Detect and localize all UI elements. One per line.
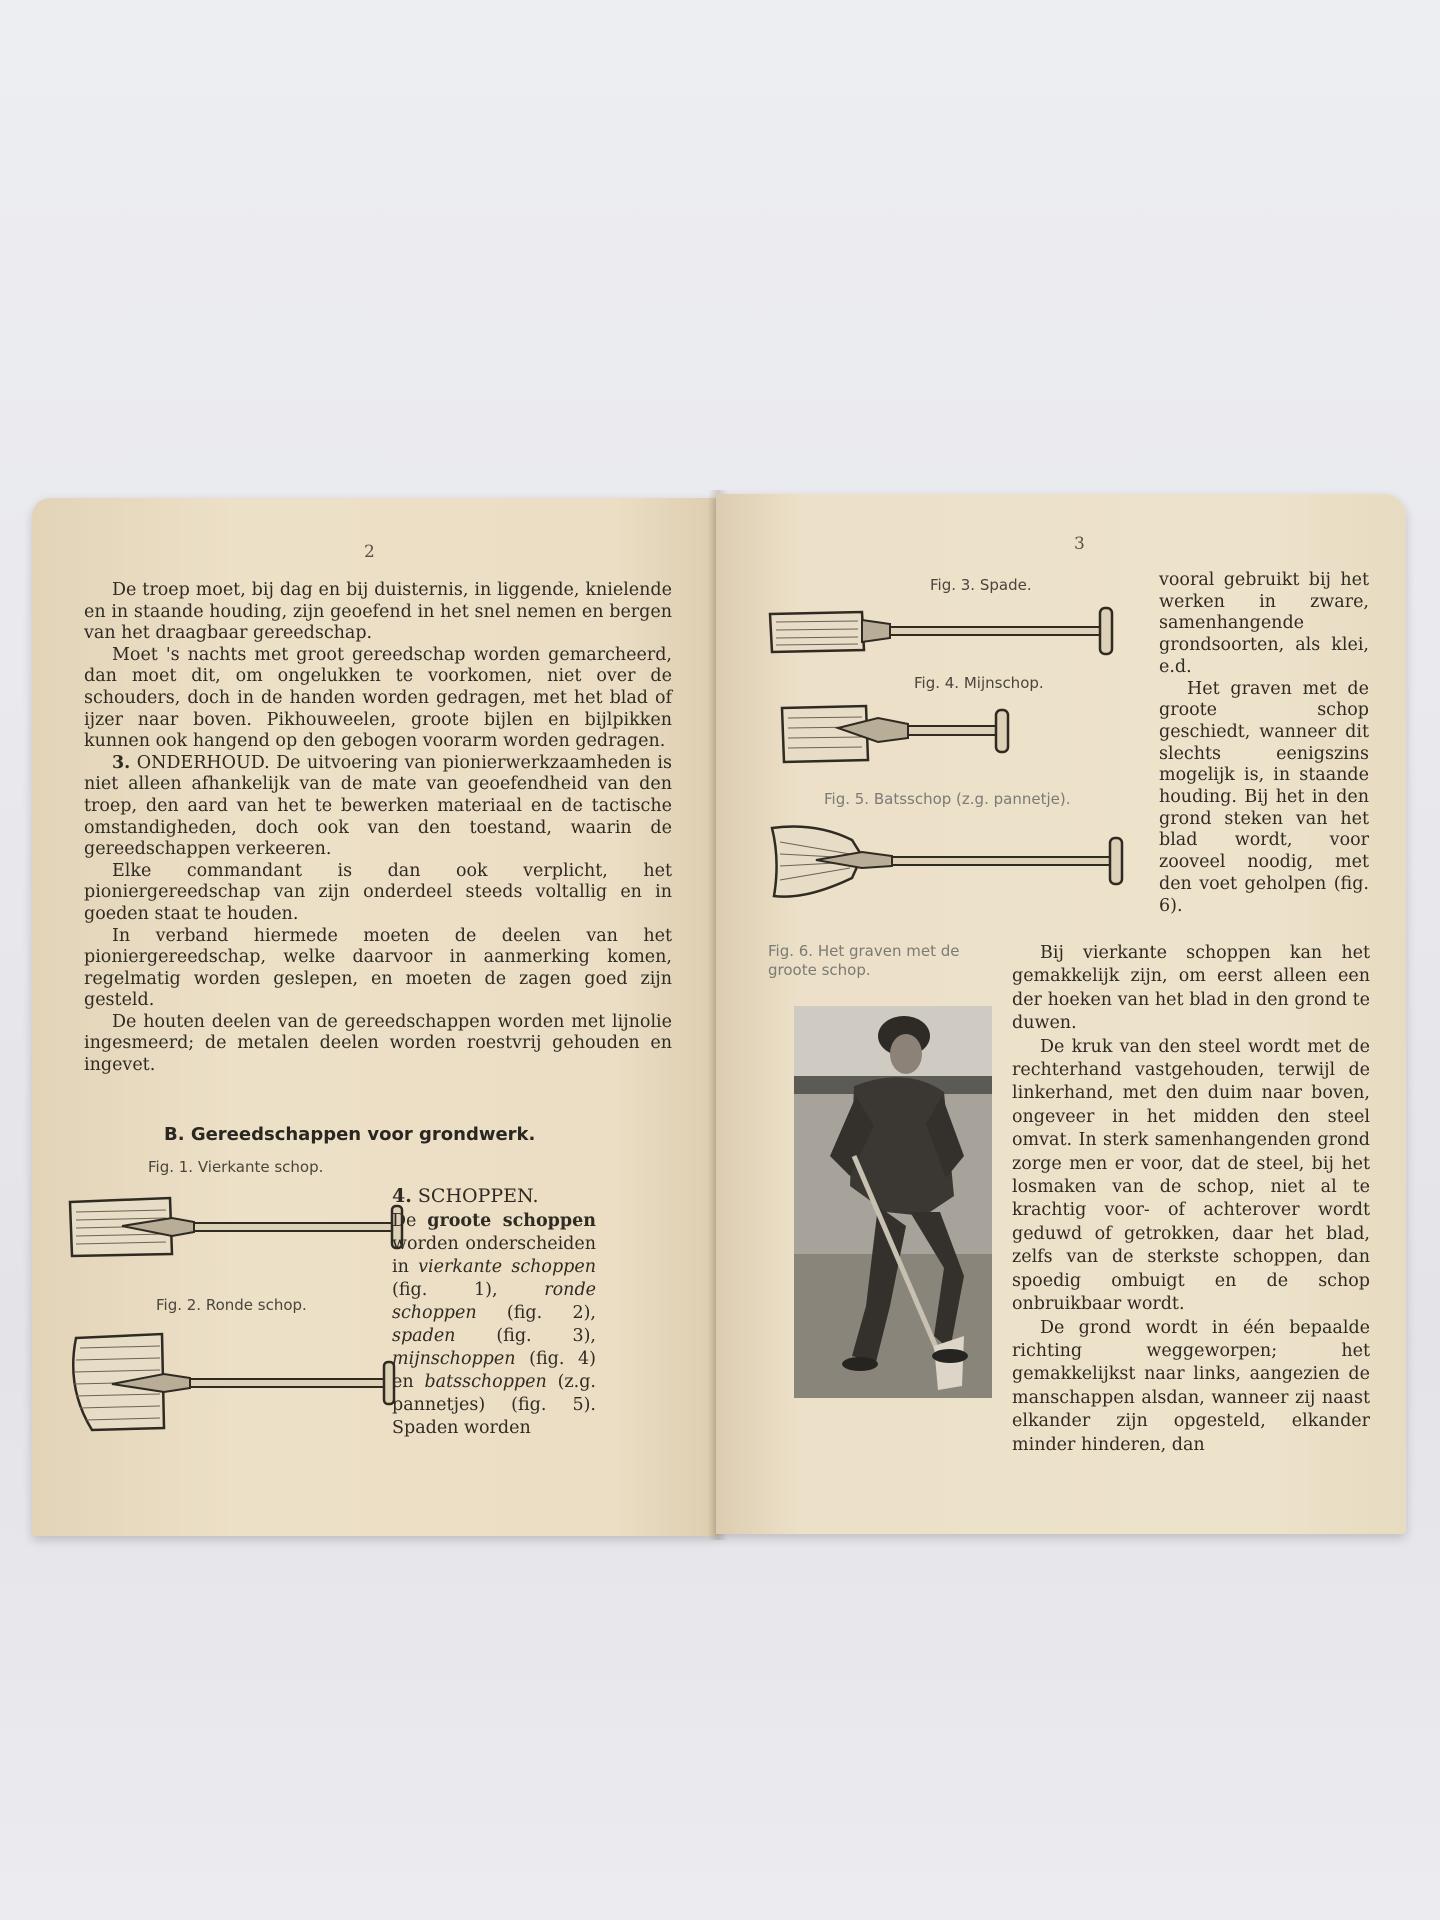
right-page-body-upper bbox=[1012, 942, 1370, 1457]
bold-term: groote schoppen bbox=[427, 1211, 596, 1231]
paragraph: De troep moet, bij dag en bij duisternis, in liggende, knielende en in staande houding, zijn geoefend in het snel nemen en bergen van het draagbaar gereedschap. bbox=[84, 580, 672, 644]
bats-shovel-illustration bbox=[766, 820, 1136, 902]
digging-photograph bbox=[794, 1006, 992, 1398]
text-run: (z.g. pannetjes) (fig. 5). bbox=[392, 1372, 596, 1415]
paragraph: De houten deelen van de gereedschappen worden met lijnolie ingesmeerd; de metalen deelen worden roestvrij gehouden en ingevet. bbox=[84, 1011, 672, 1076]
paragraph: vooral gebruikt bij het werken in zware, samenhangende grondsoorten, als klei, e.d. bbox=[1159, 570, 1369, 677]
page-number: 3 bbox=[1074, 534, 1085, 554]
text-run: (fig. 2), bbox=[506, 1303, 596, 1323]
open-booklet bbox=[32, 490, 1404, 1540]
paragraph: Het graven met de groote schop geschiedt, wanneer dit slechts eenigszins mogelijk is, in staande houding. Bij het in den grond steken van het blad wordt, voor zooveel noodig, met den voet geholpen (fig. 6). bbox=[1159, 678, 1369, 916]
figure-caption: Fig. 5. Batsschop (z.g. pannetje). bbox=[824, 790, 1071, 808]
figure-caption: Fig. 4. Mijnschop. bbox=[914, 674, 1044, 692]
text-run: Spaden worden bbox=[392, 1418, 531, 1438]
paragraph: De grond wordt in één bepaalde richting weggeworpen; het gemakkelijkst naar links, aangezien de manschappen alsdan, wanneer zij naast elkander zijn opgesteld, elkander minder hinderen, dan bbox=[1012, 1317, 1370, 1455]
figure-caption: Fig. 6. Het graven met de groote schop. bbox=[768, 942, 960, 979]
paragraph: Elke commandant is dan ook verplicht, het pioniergereedschap van zijn onderdeel steeds voltallig en in goeden staat te houden. bbox=[84, 860, 672, 924]
section-4-text bbox=[392, 1210, 596, 1440]
text-run: (fig. 3), bbox=[496, 1326, 596, 1346]
paragraph: Moet 's nachts met groot gereedschap worden gemarcheerd, dan moet dit, om ongelukken te voorkomen, niet over de schouders, doch in de handen worden gedragen, met het blad of ijzer naar boven. Pikhouweelen, groote bijlen en bijlpikken kunnen ook hangend op den gebogen voorarm worden gedragen. bbox=[84, 644, 672, 752]
square-shovel-illustration bbox=[62, 1190, 422, 1270]
italic-term: batsschoppen bbox=[424, 1372, 547, 1392]
italic-term: ronde schoppen bbox=[392, 1280, 596, 1323]
figure-caption: Fig. 2. Ronde schop. bbox=[156, 1296, 307, 1314]
paragraph: Bij vierkante schoppen kan het gemakkelijk zijn, om eerst alleen een der hoeken van het blad in den grond te duwen. bbox=[1012, 943, 1370, 1034]
section-number: 3. bbox=[112, 752, 131, 773]
text-run: worden onderscheiden in bbox=[392, 1234, 596, 1277]
paragraph: De uitvoering van pionierwerkzaamheden is niet alleen afhankelijk van de mate van geoefendheid van den troep, den aard van het te bewerken materiaal en de tactische omstandigheden, doch ook van den toestand, waarin de gereedschappen verkeeren. bbox=[84, 752, 672, 860]
italic-term: spaden bbox=[392, 1326, 456, 1346]
section-4-title-line bbox=[392, 1186, 692, 1208]
section-heading: B. Gereedschappen voor grondwerk. bbox=[164, 1124, 536, 1145]
mine-shovel-illustration bbox=[778, 698, 1028, 768]
section-title: ONDERHOUD. bbox=[136, 752, 270, 773]
figure-caption: Fig. 1. Vierkante schop. bbox=[148, 1158, 324, 1176]
italic-term: mijnschoppen bbox=[392, 1349, 516, 1369]
text-run: De bbox=[392, 1211, 417, 1231]
figure-caption: Fig. 3. Spade. bbox=[930, 576, 1032, 594]
section-number: 4. bbox=[392, 1185, 412, 1207]
left-page bbox=[32, 498, 718, 1536]
paragraph: De kruk van den steel wordt met de rechterhand vastgehouden, terwijl de linkerhand, met den duim naar boven, ongeveer in het midden den steel omvat. In sterk samenhangenden grond zorge men er voor, dat de steel, bij het losmaken van de schop, niet al te krachtig voor- of achterover wordt geduwd of getrokken, daar het blad, zelfs van de sterkste schoppen, dan spoedig ombuigt en de schop onbruikbaar wordt. bbox=[1012, 1036, 1370, 1315]
page-number: 2 bbox=[364, 542, 375, 562]
section-title: SCHOPPEN. bbox=[417, 1185, 539, 1207]
digging-figure-silhouette bbox=[794, 1006, 992, 1398]
spade-illustration bbox=[766, 602, 1126, 662]
round-shovel-illustration bbox=[62, 1328, 422, 1438]
paragraph: In verband hiermede moeten de deelen van het pioniergereedschap, welke daarvoor in aanmerking komen, regelmatig worden geslepen, en moeten de zagen goed zijn gesteld. bbox=[84, 925, 672, 1011]
text-run: (fig. 1), bbox=[392, 1280, 498, 1300]
left-page-body bbox=[84, 580, 672, 1077]
italic-term: vierkante schoppen bbox=[418, 1257, 596, 1277]
right-page bbox=[716, 494, 1406, 1534]
text-run: (fig. 4) en bbox=[392, 1349, 596, 1392]
figure-side-column bbox=[1159, 570, 1369, 917]
